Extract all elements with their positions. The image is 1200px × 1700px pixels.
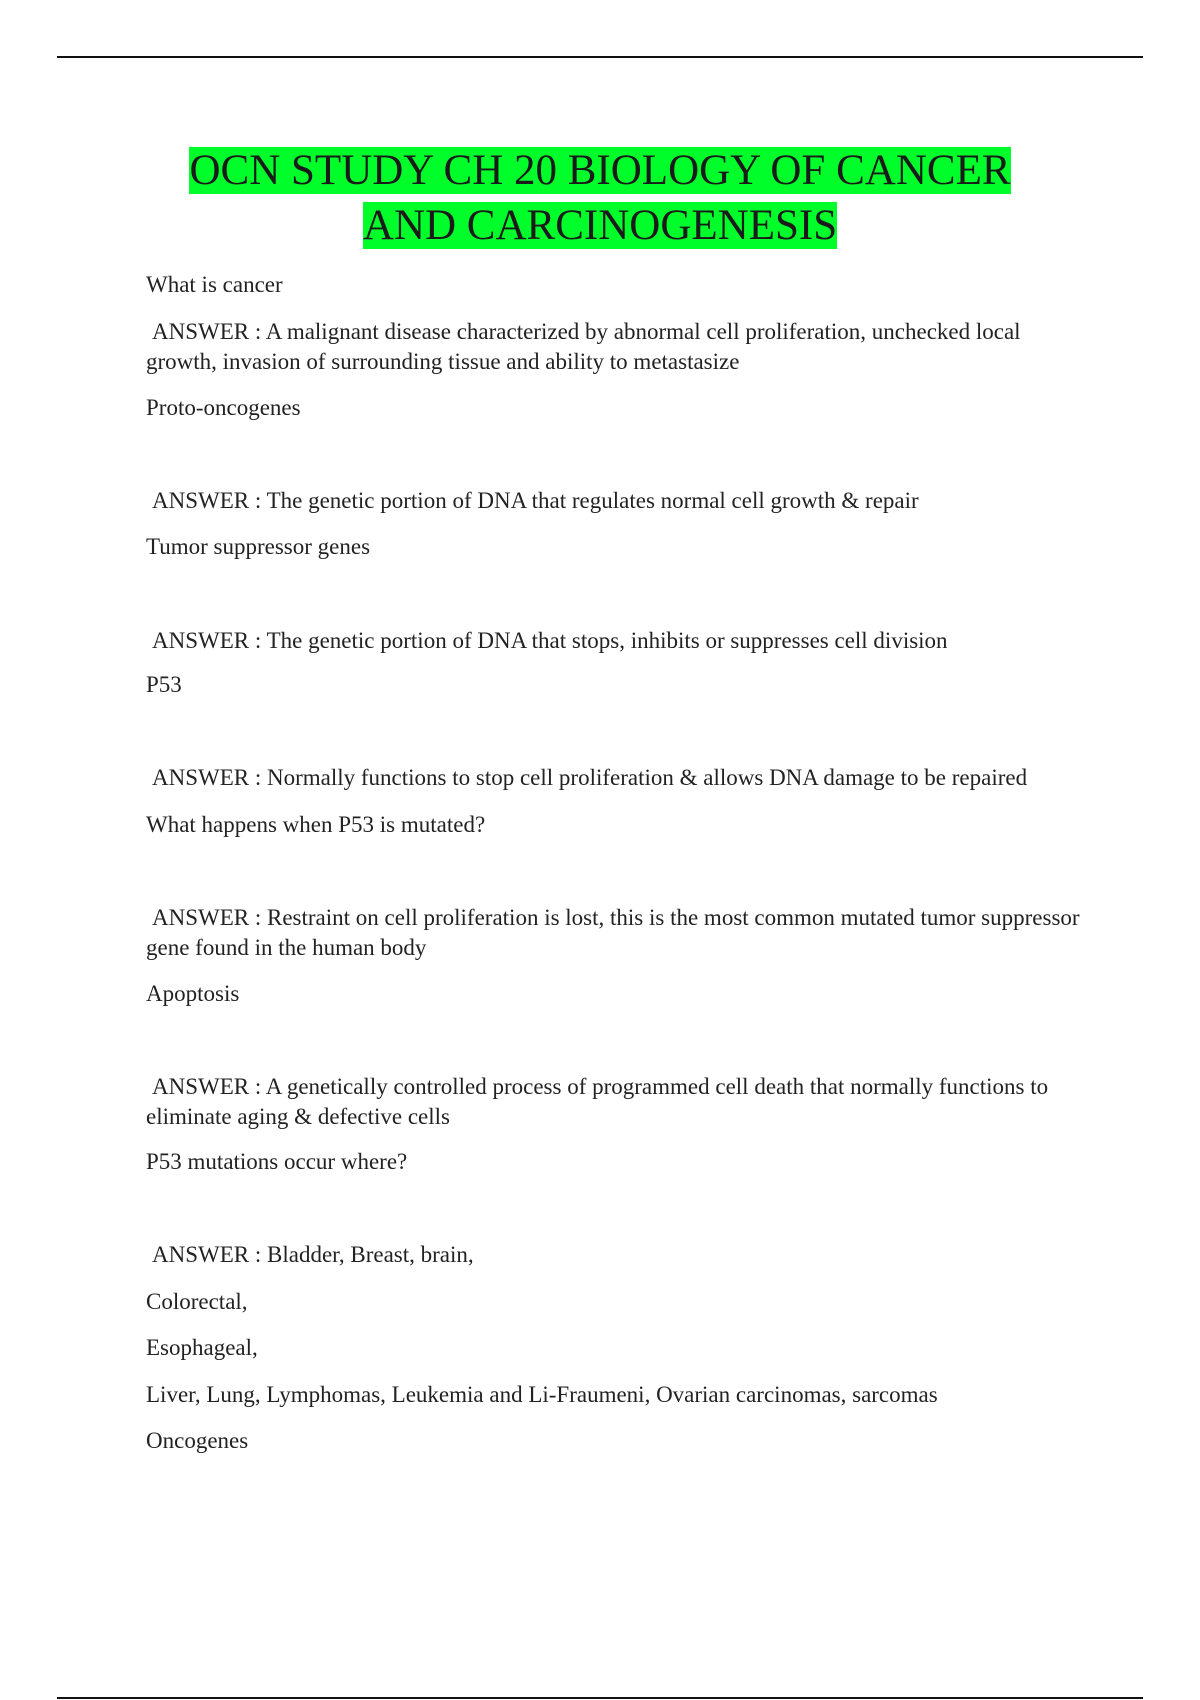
answer-4: ANSWER : Normally functions to stop cell proliferation & allows DNA damage to be repaired: [152, 765, 1028, 790]
question-5: What happens when P53 is mutated?: [146, 812, 486, 837]
bottom-rule: [57, 1697, 1143, 1699]
answer-2: ANSWER : The genetic portion of DNA that regulates normal cell growth & repair: [152, 488, 919, 513]
question-1: What is cancer: [146, 272, 283, 297]
answer-7-continuation-1: Colorectal,: [146, 1289, 248, 1314]
question-6: Apoptosis: [146, 981, 240, 1006]
answer-5: ANSWER : Restraint on cell proliferation is lost, this is the most common mutated tumor suppressor gene found in the human body: [146, 905, 1080, 960]
question-8: Oncogenes: [146, 1428, 249, 1453]
question-4: P53: [146, 672, 182, 697]
question-3: Tumor suppressor genes: [146, 534, 371, 559]
document-title: [0, 143, 1200, 253]
answer-6: ANSWER : A genetically controlled process of programmed cell death that normally functions to eliminate aging & defective cells: [146, 1074, 1049, 1129]
answer-7-continuation-3: Liver, Lung, Lymphomas, Leukemia and Li-Fraumeni, Ovarian carcinomas, sarcomas: [146, 1382, 938, 1407]
answer-7: ANSWER : Bladder, Breast, brain,: [152, 1242, 474, 1267]
answer-1: ANSWER : A malignant disease characterized by abnormal cell proliferation, unchecked local growth, invasion of surrounding tissue and ability to metastasize: [146, 319, 1021, 374]
top-rule: [57, 56, 1143, 58]
title-line-1: OCN STUDY CH 20 BIOLOGY OF CANCER: [189, 147, 1011, 194]
question-2: Proto-oncogenes: [146, 395, 301, 420]
answer-7-continuation-2: Esophageal,: [146, 1335, 258, 1360]
title-line-2: AND CARCINOGENESIS: [362, 202, 838, 249]
answer-3: ANSWER : The genetic portion of DNA that stops, inhibits or suppresses cell division: [152, 628, 948, 653]
question-7: P53 mutations occur where?: [146, 1149, 408, 1174]
